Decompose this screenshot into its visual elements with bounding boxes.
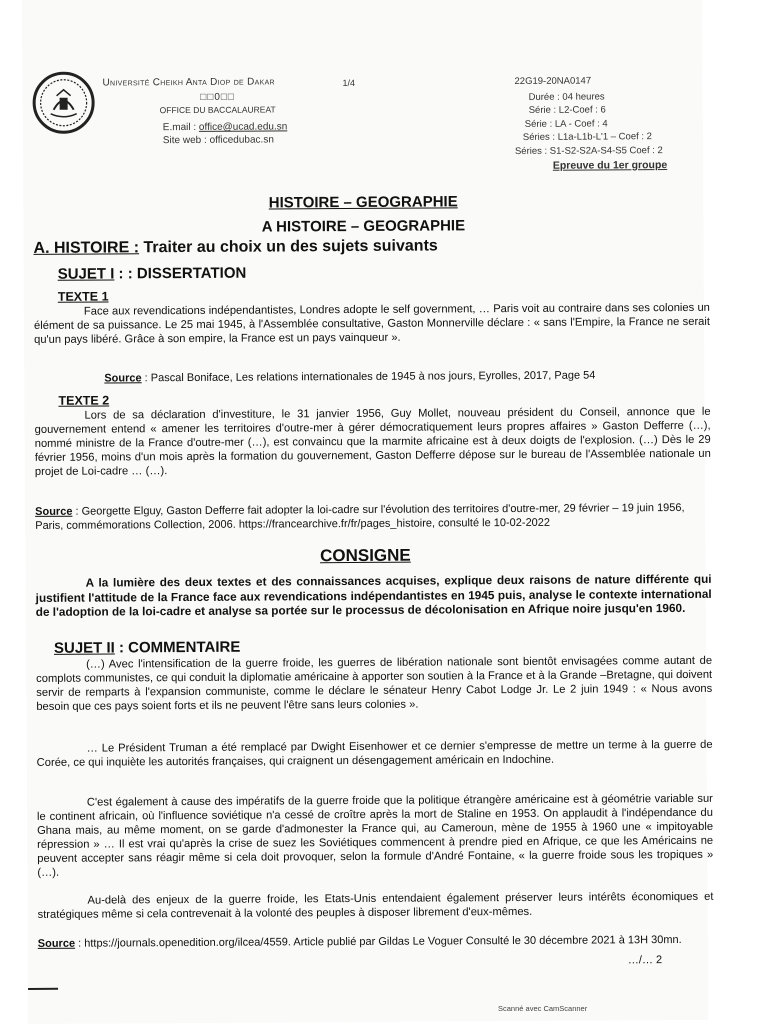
header-left [102, 76, 332, 147]
source-1-label: Source [104, 372, 142, 385]
epreuve-label: Epreuve du 1er groupe [552, 159, 668, 172]
web-label: Site web : [162, 134, 207, 147]
texte-2-title: TEXTE 2 [58, 393, 110, 408]
office-name: OFFICE DU BACCALAUREAT [159, 104, 276, 116]
source-2 [35, 502, 711, 533]
series-line: Série : L2-Coef : 6 [528, 104, 606, 116]
web-link[interactable]: officedubac.sn [209, 134, 274, 146]
texte-1-title: TEXTE 1 [57, 289, 109, 304]
consigne-text: A la lumière des deux textes et des connaissances acquises, explique deux raisons de nature différente qui justifient l'attitude de la France face aux revendications indépendantistes en 1945 puis, analyse le contexte international de l'adoption de la loi-cadre et analyse sa portée sur le processus de décolonisation en Afrique noire jusqu'en 1960. [35, 571, 712, 619]
exam-code: 22G19-20NA0147 [514, 75, 592, 87]
source-3-text: : https://journals.openedition.org/ilcea/4559. Article publié par Gildas Le Voguer Consulté le 30 décembre 2021 à 13H 30mn. [75, 933, 682, 950]
exam-page [22, 0, 714, 1024]
texte-1-body: Face aux revendications indépendantistes, Londres adopte le self government, … Paris voit au contraire dans ses colonies un élément de sa puissance. Le 25 mai 1945, à l'Assemblée consultative, Gaston Monnerville déclare : « sans l'Empire, la France ne serait qu'un pays libéré. Grâce à son empire, la France est un pays vainqueur ». [33, 301, 711, 346]
source-2-label: Source [35, 505, 73, 518]
scanner-watermark: Scanné avec CamScanner [498, 1004, 588, 1013]
commentaire-paragraph-4: Au-delà des enjeux de la guerre froide, les Etats-Unis entendaient également préserver leurs intérêts économiques et stratégiques même si cela contrevenait à la volonté des peuples à disposer librement d'eux-mêmes. [37, 890, 714, 921]
sujet-1-type: : : DISSERTATION [114, 264, 247, 283]
web-line [103, 133, 333, 147]
sujet-1-heading [58, 265, 247, 283]
email-link[interactable]: office@ucad.edu.sn [198, 121, 288, 133]
series-line: Série : LA - Coef : 4 [524, 117, 608, 130]
part-a-label: A. HISTOIRE : [33, 239, 140, 257]
source-3 [38, 934, 714, 952]
series-line: Séries : L1a-L1b-L'1 – Coef : 2 [522, 131, 652, 143]
university-name: Université Cheikh Anta Diop de Dakar [102, 76, 275, 89]
duration: Durée : 04 heures [528, 90, 605, 103]
continue-marker: …/… 2 [627, 954, 663, 967]
series-line: Séries : S1-S2-S2A-S4-S5 Coef : 2 [514, 144, 663, 157]
source-3-label: Source [37, 937, 76, 950]
source-2-text: : Georgette Elguy, Gaston Defferre fait adopter la loi-cadre sur l'évolution des territoires d'outre-mer, 29 février – 19 juin 1956, Paris, commémorations Collection, 2006. https://francearchive.fr/fr/pages_histoire, consulté le 10-02-2022 [35, 501, 685, 532]
commentaire-paragraph-2: … Le Président Truman a été remplacé par Dwight Eisenhower et ce dernier s'empresse de mettre un terme à la guerre de Corée, ce qui inquiète les autorités françaises, qui craignent un désengagement américain en Indochine. [36, 738, 713, 769]
email-label: E.mail : [162, 121, 197, 134]
sub-title: A HISTOIRE – GEOGRAPHIE [261, 217, 466, 236]
sujet-2-label: SUJET II [53, 639, 115, 657]
page-edge-divider [28, 988, 58, 990]
part-a-heading [33, 237, 437, 257]
source-1 [34, 369, 710, 387]
university-seal-icon [32, 72, 94, 134]
sujet-1-label: SUJET I [57, 265, 115, 283]
page-number: 1/4 [342, 77, 356, 89]
header-right [514, 74, 705, 174]
sujet-2-heading [54, 639, 241, 657]
texte-2-body: Lors de sa déclaration d'investiture, le 31 janvier 1956, Guy Mollet, nouveau président du Conseil, annonce que le gouvernement entend « amener les territoires d'outre-mer à gérer démocratiquement leurs propres affaires » Gaston Defferre (…), nommé ministre de la France d'outre-mer (…), est convaincu que la marmite africaine est à deux doigts de l'explosion. (…) Dès le 29 février 1956, moins d'un mois après la formation du gouvernement, Gaston Defferre dépose sur le bureau de l'Assemblée nationale un projet de Loi-cadre … (…). [34, 405, 711, 478]
source-1-text: : Pascal Boniface, Les relations internationales de 1945 à nos jours, Eyrolles, 2017, Page 54 [141, 369, 596, 385]
logo-glyphs: □□0□□ [200, 91, 235, 103]
consigne-title: CONSIGNE [319, 545, 411, 566]
part-a-text: Traiter au choix un des sujets suivants [138, 237, 438, 257]
main-title: HISTOIRE – GEOGRAPHIE [268, 193, 458, 212]
commentaire-paragraph-3: C'est également à cause des impératifs de la guerre froide que la politique étrangère américaine est à géométrie variable sur le continent africain, où l'influence soviétique n'a cessé de croître après la mort de Staline en 1953. On applaudit à l'indépendance du Ghana mais, au même moment, on se garde d'admonester la France qui, au Cameroun, mène de 1955 à 1960 une « impitoyable répression » … Il est vrai qu'après la crise de suez les Soviétiques commencent à prendre pied en Afrique, ce que les Américains ne peuvent accepter sans réagir même si cela doit provoquer, selon la formule d'André Fontaine, « la guerre froide sous les tropiques » (…). [36, 792, 714, 879]
sujet-2-type: : COMMENTAIRE [114, 638, 241, 657]
commentaire-paragraph-1: (…) Avec l'intensification de la guerre froide, les guerres de libération nationale sont bientôt envisagées comme autant de complots communistes, ce qui conduit la diplomatie américaine à apporter son soutien à la France et à la Grande –Bretagne, qui doivent servir de remparts à l'expansion communiste, comme le déclare le sénateur Henry Cabot Lodge Jr. Le 2 juin 1949 : « Nous avons besoin que ces pays soient forts et ils ne peuvent l'être sans leurs colonies ». [36, 654, 713, 713]
